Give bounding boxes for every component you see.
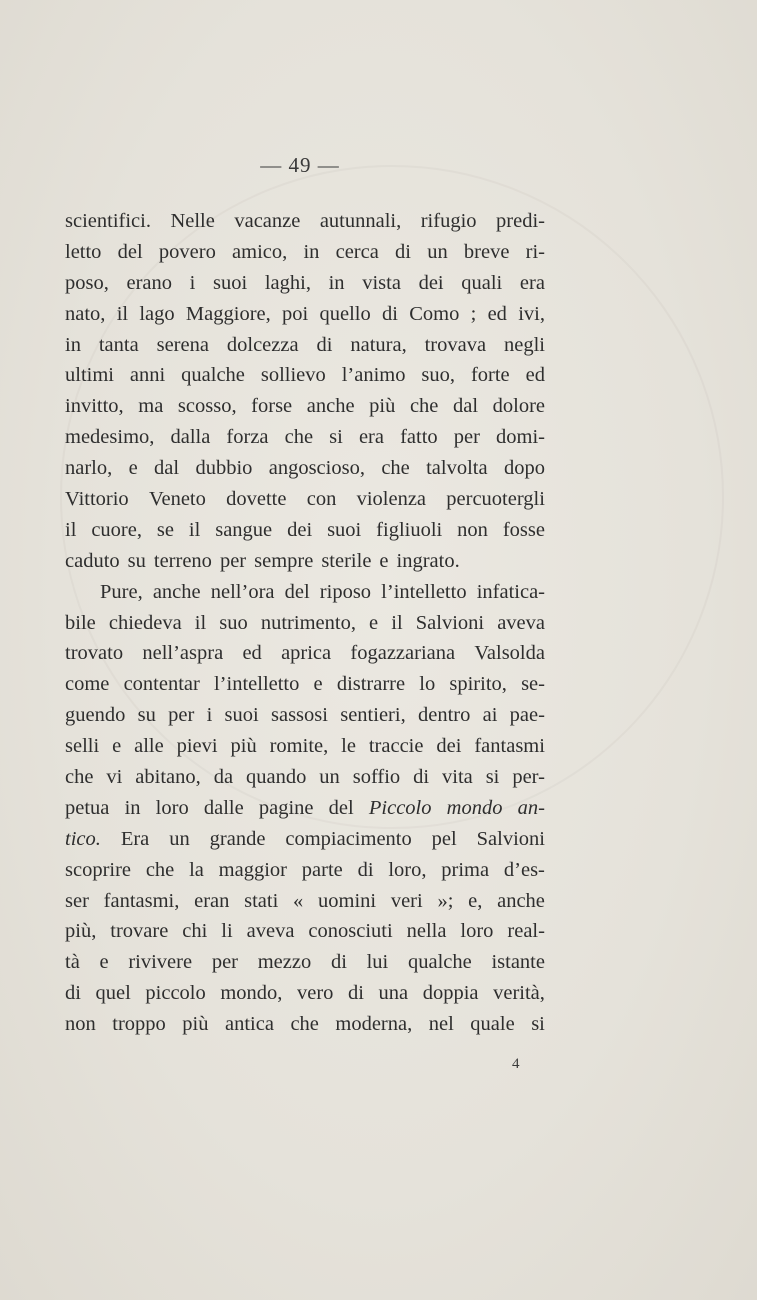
text-line-paragraph-end: caduto su terreno per sempre sterile e ingrato. <box>65 549 460 572</box>
text-line: trovato nell’aspra ed aprica fogazzariana Valsolda <box>65 642 545 665</box>
text-line: selli e alle pievi più romite, le traccie dei fantasmi <box>65 735 545 758</box>
text-line: scientifici. Nelle vacanze autunnali, rifugio predi- <box>65 210 545 232</box>
text-line: petua in loro dalle pagine del Piccolo mondo an- <box>65 796 545 819</box>
text-line: tà e rivivere per mezzo di lui qualche istante <box>65 951 545 974</box>
text-line: scoprire che la maggior parte di loro, prima d’es- <box>65 858 545 881</box>
text-line: non troppo più antica che moderna, nel quale si <box>65 1013 545 1036</box>
text-line: narlo, e dal dubbio angoscioso, che talvolta dopo <box>65 457 545 480</box>
text-line: ultimi anni qualche sollievo l’animo suo, forte ed <box>65 364 545 387</box>
text-line: Vittorio Veneto dovette con violenza percuotergli <box>65 488 545 511</box>
text-line: bile chiedeva il suo nutrimento, e il Salvioni aveva <box>65 611 545 634</box>
text-line: invitto, ma scosso, forse anche più che dal dolore <box>65 395 545 418</box>
text-line: guendo su per i suoi sassosi sentieri, dentro ai pae- <box>65 704 545 727</box>
page-number: — 49 — <box>260 153 340 177</box>
text-line: medesimo, dalla forza che si era fatto per domi- <box>65 426 545 449</box>
text-line: in tanta serena dolcezza di natura, trovava negli <box>65 333 545 356</box>
body-text <box>65 206 545 1040</box>
text-line: letto del povero amico, in cerca di un breve ri- <box>65 240 545 263</box>
text-line-paragraph-start: Pure, anche nell’ora del riposo l’intelletto infatica- <box>100 580 545 603</box>
text-line: poso, erano i suoi laghi, in vista dei quali era <box>65 271 545 294</box>
text-line: più, trovare chi li aveva conosciuti nella loro real- <box>65 920 545 943</box>
text-line: che vi abitano, da quando un soffio di vita si per- <box>65 766 545 789</box>
text-line: di quel piccolo mondo, vero di una doppia verità, <box>65 982 545 1005</box>
text-line: il cuore, se il sangue dei suoi figliuoli non fosse <box>65 518 545 541</box>
text-line: nato, il lago Maggiore, poi quello di Como ; ed ivi, <box>65 302 545 325</box>
signature-mark: 4 <box>512 1056 520 1072</box>
text-line: come contentar l’intelletto e distrarre lo spirito, se- <box>65 673 545 696</box>
text-line: tico. Era un grande compiacimento pel Salvioni <box>65 827 545 850</box>
text-line: ser fantasmi, eran stati « uomini veri »; e, anche <box>65 889 545 912</box>
